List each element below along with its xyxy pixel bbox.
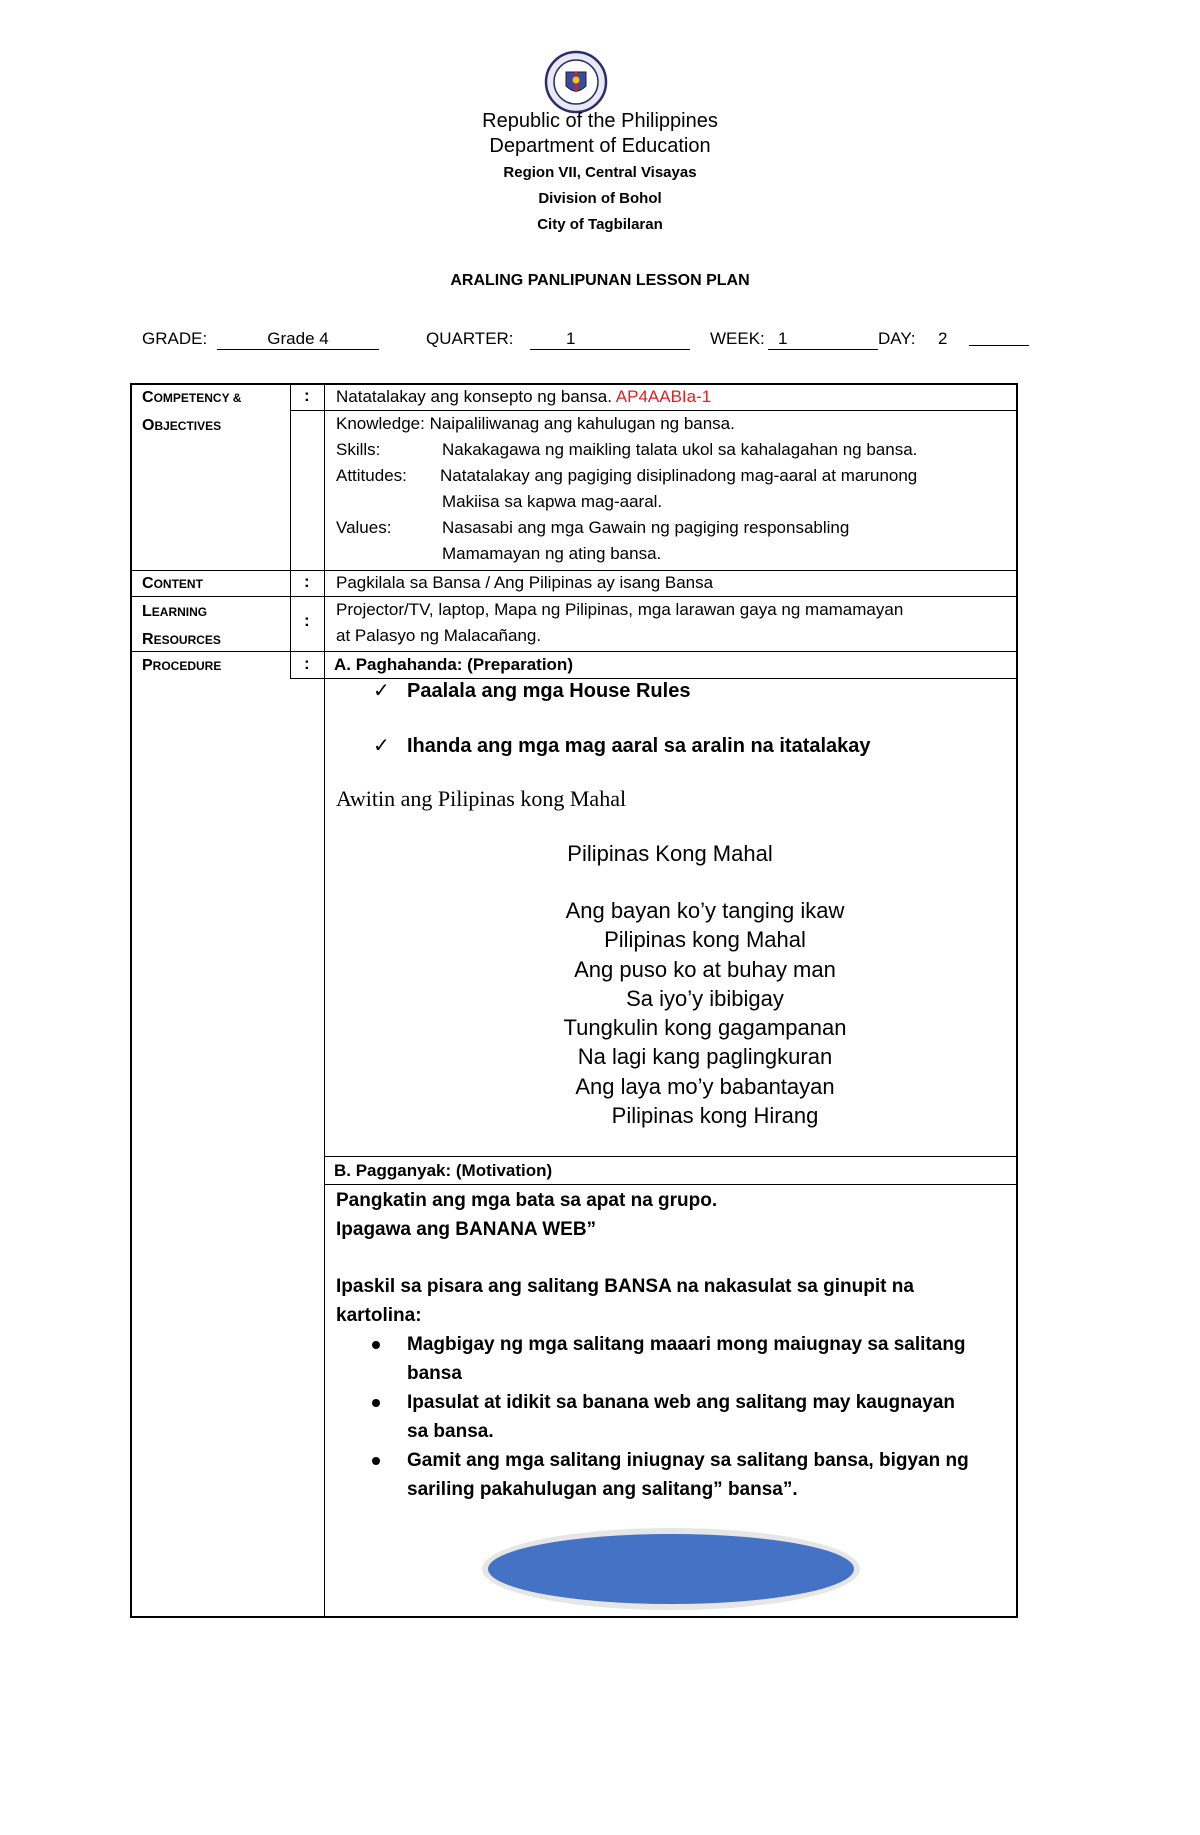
values-text2: Mamamayan ng ating bansa. [442, 544, 662, 563]
row-line-3 [130, 651, 1018, 652]
check-item-house-rules: Paalala ang mga House Rules [407, 680, 691, 702]
header-region: Region VII, Central Visayas [503, 164, 697, 181]
procedure-divider [290, 651, 291, 679]
procedure-subline [291, 678, 1018, 679]
procedure-colon: : [304, 654, 310, 673]
attitudes-label: Attitudes: [336, 466, 407, 485]
awitin-instruction: Awitin ang Pilipinas kong Mahal [336, 786, 627, 811]
header-division: Division of Bohol [538, 190, 662, 207]
header-republic: Republic of the Philippines [482, 110, 718, 132]
preparation-heading: A. Paghahanda: (Preparation) [334, 655, 573, 674]
week-value-text: 1 [768, 329, 878, 350]
page-title: ARALING PANLIPUNAN LESSON PLAN [450, 272, 750, 289]
motivation-text-3a: Ipaskil sa pisara ang salitang BANSA na nakasulat sa ginupit na [336, 1276, 914, 1297]
grade-value-text: Grade 4 [217, 329, 379, 350]
song-line: Pilipinas kong Hirang [611, 1103, 819, 1129]
song-line: Ang laya mo’y babantayan [575, 1073, 835, 1099]
check-item-ihanda: Ihanda ang mga mag aaral sa aralin na itatalakay [407, 735, 871, 757]
resources-text1: Projector/TV, laptop, Mapa ng Pilipinas, mga larawan gaya ng mamamayan [336, 600, 904, 619]
bullet-item-3: Gamit ang mga salitang iniugnay sa salitang bansa, bigyan ng sariling pakahulugan ang salitang” bansa”. [407, 1450, 969, 1500]
procedure-label: PROCEDURE [142, 657, 222, 674]
competency-label: COMPETENCY & OBJECTIVES [142, 389, 242, 434]
skills-label: Skills: [336, 440, 381, 459]
check-icon: ✓ [373, 680, 390, 702]
bullet-icon [372, 1457, 380, 1465]
bullet-icon [372, 1341, 380, 1349]
competency-colon: : [304, 386, 310, 405]
song-line: Ang bayan ko’y tanging ikaw [565, 898, 845, 923]
resources-text2: at Palasyo ng Malacañang. [336, 626, 542, 645]
song-lyrics [425, 896, 985, 1130]
motivation-heading: B. Pagganyak: (Motivation) [334, 1161, 553, 1180]
attitudes-text1: Natatalakay ang pagiging disiplinadong mag-aaral at marunong [440, 466, 918, 485]
content-text: Pagkilala sa Bansa / Ang Pilipinas ay isang Bansa [336, 573, 714, 592]
song-line: Tungkulin kong gagampanan [563, 1015, 847, 1041]
content-colon: : [304, 572, 310, 591]
deped-seal-icon [544, 50, 608, 114]
competency-main: Natatalakay ang konsepto ng bansa. AP4AABIa-1 [336, 387, 712, 406]
motivation-topline [325, 1156, 1018, 1157]
content-label: CONTENT [142, 575, 203, 592]
song-line: Sa iyo’y ibibigay [626, 985, 784, 1011]
song-line: Pilipinas kong Mahal [604, 927, 806, 953]
motivation-text-1: Pangkatin ang mga bata sa apat na grupo. [336, 1190, 718, 1211]
resources-label: LEARNING RESOURCES [142, 603, 221, 648]
week-label: WEEK: [710, 329, 765, 348]
knowledge-row: Knowledge: Naipaliliwanag ang kahulugan ng bansa. [336, 414, 735, 433]
skills-text: Nakakagawa ng maikling talata ukol sa kahalagahan ng bansa. [442, 440, 918, 459]
colon-divider [324, 383, 325, 1618]
values-text1: Nasasabi ang mga Gawain ng pagiging responsabling [442, 518, 850, 537]
grade-value [217, 329, 379, 350]
motivation-text-2: Ipagawa ang BANANA WEB” [336, 1219, 597, 1240]
banana-web-oval [488, 1534, 854, 1604]
spacer2 [290, 572, 291, 573]
day-underline [969, 345, 1029, 346]
quarter-label: QUARTER: [426, 329, 514, 348]
grade-label: GRADE: [142, 329, 208, 348]
motivation-subline [325, 1184, 1018, 1185]
attitudes-text2: Makiisa sa kapwa mag-aaral. [442, 492, 663, 511]
quarter-value-text: 1 [530, 329, 690, 350]
motivation-text-3b: kartolina: [336, 1305, 422, 1326]
song-line: Ang puso ko at buhay man [574, 956, 836, 982]
resources-divider [290, 596, 291, 650]
day-value: 2 [938, 329, 948, 348]
check-icon: ✓ [373, 735, 390, 757]
header-city: City of Tagbilaran [537, 216, 663, 233]
header-department: Department of Education [489, 135, 711, 157]
competency-code: AP4AABIa-1 [615, 387, 712, 406]
bullet-icon [372, 1399, 380, 1407]
week-value [768, 329, 878, 350]
bullet-item-2: Ipasulat at idikit sa banana web ang salitang may kaugnayan sa bansa. [407, 1392, 956, 1442]
values-label: Values: [336, 518, 392, 537]
resources-colon: : [304, 611, 310, 630]
song-title: Pilipinas Kong Mahal [567, 841, 773, 866]
bullet-item-1: Magbigay ng mga salitang maaari mong maiugnay sa salitang bansa [407, 1334, 966, 1384]
day-label: DAY: [878, 329, 916, 348]
song-line: Na lagi kang paglingkuran [577, 1044, 833, 1070]
quarter-value [530, 329, 690, 350]
